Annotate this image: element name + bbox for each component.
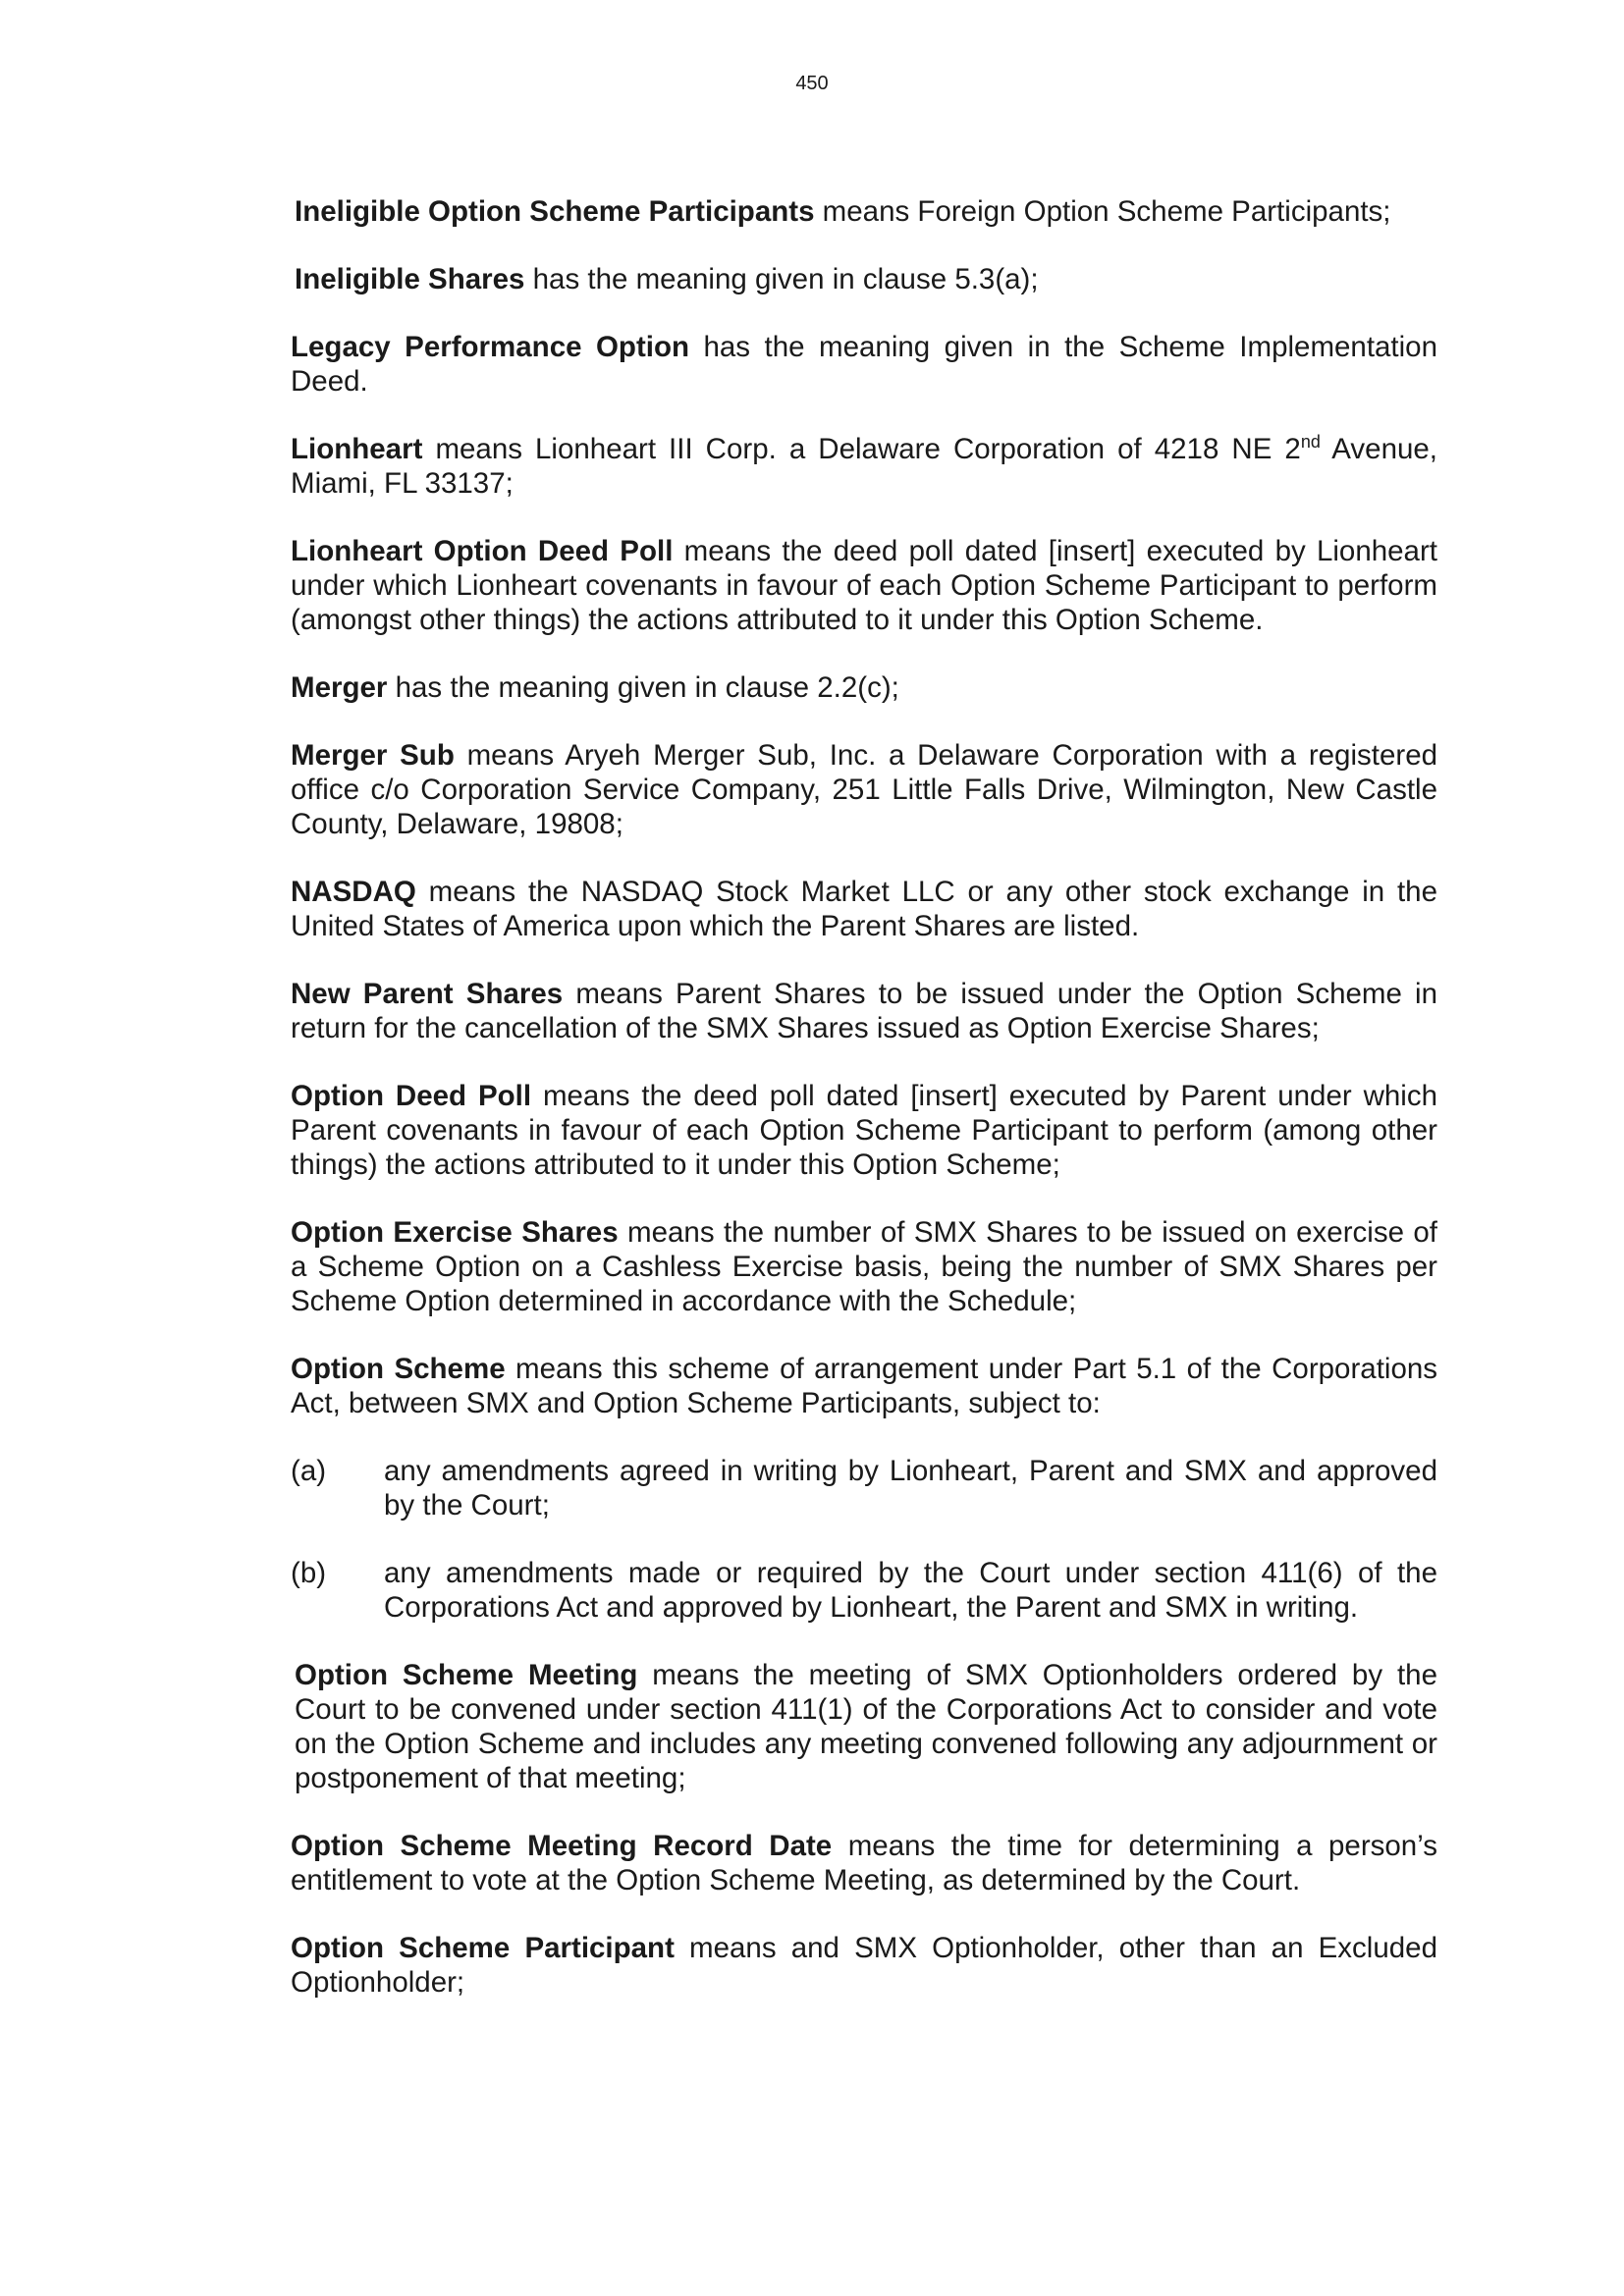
- definition-text: has the meaning given in clause 5.3(a);: [524, 263, 1039, 295]
- definition-term: New Parent Shares: [291, 978, 564, 1010]
- definition-text: has the meaning given in the Scheme Implementation Deed.: [291, 331, 1437, 398]
- definition-text: means Foreign Option Scheme Participants;: [814, 195, 1391, 228]
- definition-term: Ineligible Option Scheme Participants: [295, 195, 815, 228]
- definition-term: Option Scheme Meeting: [295, 1659, 638, 1691]
- definition-ineligible-shares: [295, 262, 1437, 296]
- list-item-label: (a): [291, 1455, 327, 1487]
- page-number: 450: [795, 73, 829, 94]
- ordinal-suffix: nd: [1300, 432, 1321, 453]
- definition-option-scheme-meeting-record-date: [291, 1829, 1437, 1897]
- option-scheme-subclauses: [291, 1454, 1437, 1625]
- definition-option-scheme-participant: [291, 1931, 1437, 2000]
- definition-term: Lionheart: [291, 433, 423, 465]
- definition-term: Merger Sub: [291, 739, 455, 772]
- definition-text: means this scheme of arrangement under Part 5.1 of the Corporations Act, between SMX and Option Scheme Participants, subject to:: [291, 1353, 1438, 1419]
- definition-term: NASDAQ: [291, 876, 416, 908]
- definition-option-deed-poll: [291, 1079, 1437, 1182]
- definition-text: means and SMX Optionholder, other than an Excluded Optionholder;: [291, 1932, 1437, 1999]
- definition-merger: [291, 670, 1437, 705]
- definition-term: Legacy Performance Option: [291, 331, 690, 363]
- definition-text: means the meeting of SMX Optionholders ordered by the Court to be convened under section 411(1) of the Corporations Act to consider and vote on the Option Scheme and includes any meeting convened following any adjournment or postponement of that meeting;: [295, 1659, 1437, 1794]
- definition-text: means the deed poll dated [insert] executed by Lionheart under which Lionheart covenants in favour of each Option Scheme Participant to perform (amongst other things) the actions attributed to it under this Option Scheme.: [291, 535, 1437, 636]
- definition-text: means Aryeh Merger Sub, Inc. a Delaware Corporation with a registered office c/o Corporation Service Company, 251 Little Falls Drive, Wilmington, New Castle County, Delaware, 19808;: [291, 739, 1438, 840]
- definition-text: means the time for determining a person’s entitlement to vote at the Option Scheme Meeting, as determined by the Court.: [291, 1830, 1437, 1896]
- definition-new-parent-shares: [291, 977, 1437, 1045]
- definition-text-continued: Avenue, Miami, FL 33137;: [291, 433, 1437, 500]
- definition-term: Merger: [291, 671, 388, 704]
- definition-text: has the meaning given in clause 2.2(c);: [387, 671, 899, 704]
- list-item: [291, 1454, 1437, 1522]
- definition-option-scheme: [291, 1352, 1437, 1420]
- definition-lionheart: [291, 432, 1437, 501]
- definition-legacy-performance-option: [291, 330, 1437, 399]
- list-item-text: any amendments made or required by the Court under section 411(6) of the Corporations Act and approved by Lionheart, the Parent and SMX in writing.: [384, 1557, 1437, 1624]
- document-body: [291, 194, 1437, 2033]
- definition-term: Option Scheme Participant: [291, 1932, 675, 1964]
- definition-text: means the deed poll dated [insert] executed by Parent under which Parent covenants in favour of each Option Scheme Participant to perform (among other things) the actions attributed to it under this Option Scheme;: [291, 1080, 1437, 1181]
- definition-term: Option Scheme Meeting Record Date: [291, 1830, 833, 1862]
- definition-term: Lionheart Option Deed Poll: [291, 535, 674, 567]
- definition-term: Option Deed Poll: [291, 1080, 532, 1112]
- definition-text: means Lionheart III Corp. a Delaware Corporation of 4218 NE 2: [422, 433, 1301, 465]
- definition-option-scheme-meeting: [295, 1658, 1437, 1795]
- list-item: [291, 1556, 1437, 1625]
- definition-term: Ineligible Shares: [295, 263, 525, 295]
- list-item-label: (b): [291, 1557, 327, 1589]
- definition-term: Option Scheme: [291, 1353, 506, 1385]
- list-item-text: any amendments agreed in writing by Lionheart, Parent and SMX and approved by the Court;: [384, 1455, 1437, 1522]
- definition-text: means the NASDAQ Stock Market LLC or any other stock exchange in the United States of America upon which the Parent Shares are listed.: [291, 876, 1437, 942]
- definition-text: means the number of SMX Shares to be issued on exercise of a Scheme Option on a Cashless Exercise basis, being the number of SMX Shares per Scheme Option determined in accordance with the Schedule;: [291, 1216, 1437, 1317]
- definition-ineligible-option-scheme-participants: [295, 194, 1437, 229]
- definition-lionheart-option-deed-poll: [291, 534, 1437, 637]
- definition-term: Option Exercise Shares: [291, 1216, 619, 1249]
- definition-option-exercise-shares: [291, 1215, 1437, 1318]
- definition-text: means Parent Shares to be issued under the Option Scheme in return for the cancellation of the SMX Shares issued as Option Exercise Shares;: [291, 978, 1437, 1044]
- definition-merger-sub: [291, 738, 1437, 841]
- definition-nasdaq: [291, 875, 1437, 943]
